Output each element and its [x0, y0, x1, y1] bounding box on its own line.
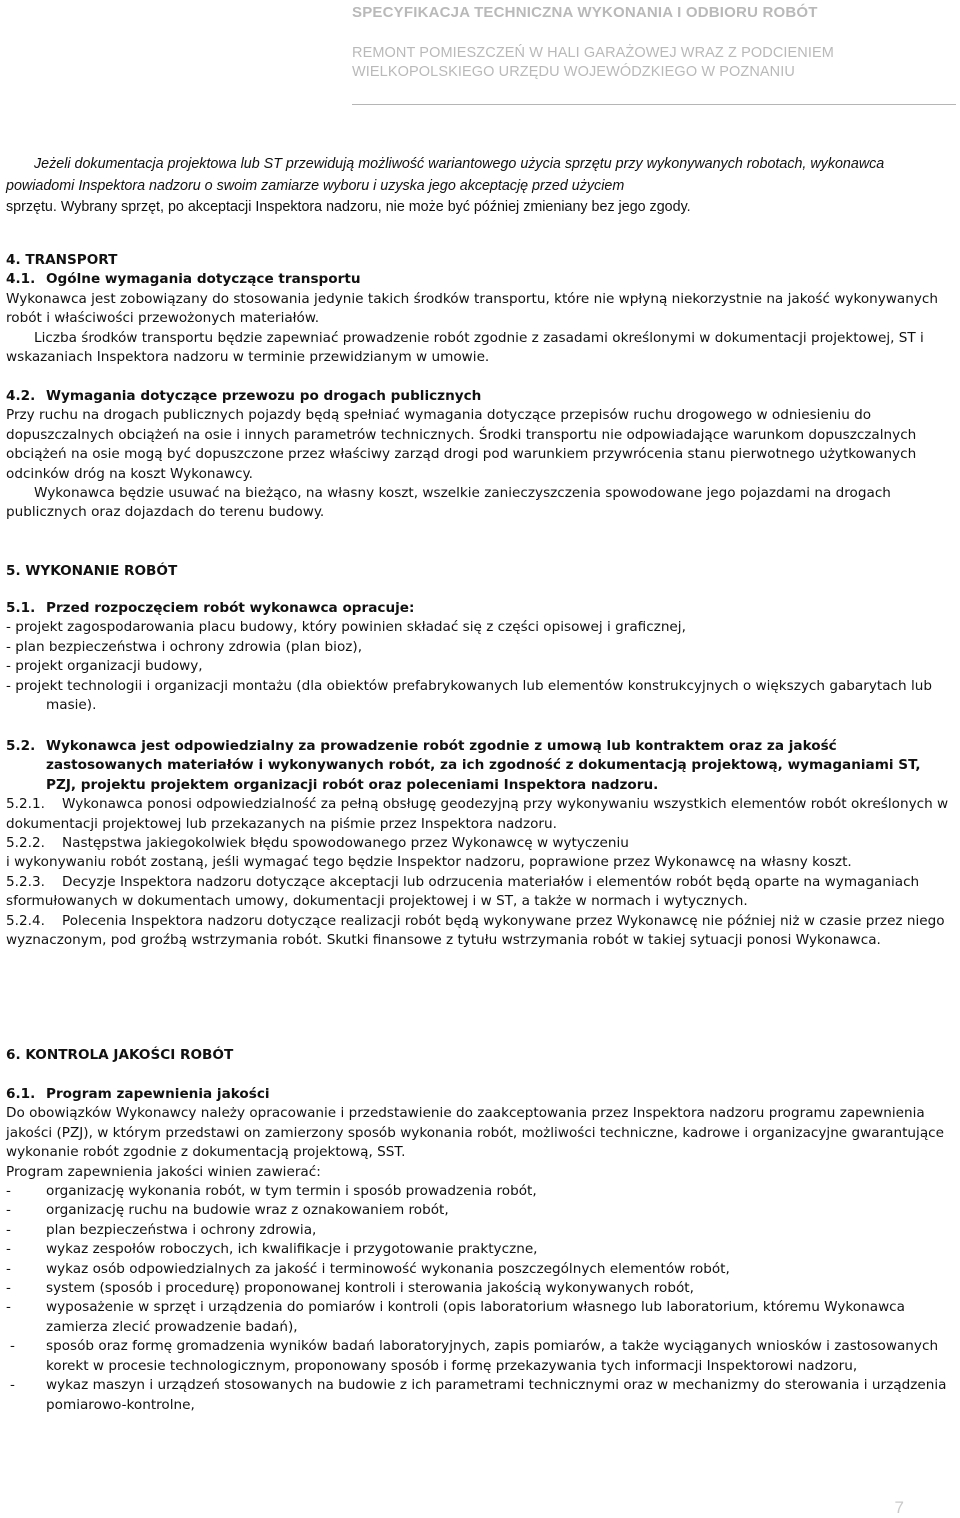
list-item: plan bezpieczeństwa i ochrony zdrowia,	[46, 1221, 317, 1238]
running-header	[352, 4, 952, 82]
section-5-2-3-number: 5.2.3.	[6, 873, 45, 890]
page-number: 7	[894, 1498, 904, 1517]
section-5-1-item-3: - projekt organizacji budowy,	[6, 658, 203, 675]
section-6	[6, 1046, 952, 1065]
section-5-1-item-1: - projekt zagospodarowania placu budowy, który powinien składać się z części opisowej i graficznej,	[6, 619, 686, 636]
list-item: wykaz zespołów roboczych, ich kwalifikacje i przygotowanie praktyczne,	[46, 1241, 538, 1258]
list-item: organizację wykonania robót, w tym termin i sposób prowadzenia robót,	[46, 1183, 537, 1200]
list-dash: -	[6, 1183, 11, 1200]
section-4-2-title: Wymagania dotyczące przewozu po drogach publicznych	[46, 388, 482, 404]
intro-paragraph-2	[6, 197, 952, 219]
list-dash: -	[6, 1280, 11, 1297]
list-item: organizację ruchu na budowie wraz z oznakowaniem robót,	[46, 1202, 449, 1219]
section-5-2-4-number: 5.2.4.	[6, 912, 45, 929]
section-6-1-text-2: Program zapewnienia jakości winien zawierać:	[6, 1163, 321, 1180]
section-5-2-2-number: 5.2.2.	[6, 835, 45, 852]
section-5-1-colon: :	[409, 600, 415, 616]
section-4-2-text-2: Wykonawca będzie usuwać na bieżąco, na własny koszt, wszelkie zanieczyszczenia spowodowane jego pojazdami na drogach publicznych oraz dojazdach do terenu budowy.	[6, 485, 891, 521]
section-6-1-text-1: Do obowiązków Wykonawcy należy opracowanie i przedstawienie do zaakceptowania przez Inspektora nadzoru programu zapewnienia jakości (PZJ), w którym przedstawi on zamierzony sposób wykonania robót, możliwości techniczne, kadrowe i organizacyjne gwarantujące wykonanie robót zgodnie z dokumentacją projektową, SST.	[6, 1105, 944, 1161]
section-4-1-title: Ogólne wymagania dotyczące transportu	[46, 271, 361, 288]
header-rule	[352, 104, 956, 105]
section-5-2-2-text: Następstwa jakiegokolwiek błędu spowodowanego przez Wykonawcę w wytyczeniu	[62, 835, 629, 852]
section-5-2-para	[6, 737, 952, 795]
section-5-2-3-text: Decyzje Inspektora nadzoru dotyczące akceptacji lub odrzucenia materiałów i elementów robót będą oparte na wymaganiach sformułowanych w dokumentach umowy, dokumentacji projektowej i w ST, a także w normach i wytycznych.	[6, 873, 920, 910]
list-item: system (sposób i procedurę) proponowanej kontroli i sterowania jakością wykonywanych robót,	[46, 1280, 694, 1297]
list-dash: -	[6, 1241, 11, 1258]
section-5-2	[6, 737, 952, 950]
list-dash: -	[6, 1202, 11, 1219]
section-5-1-title: Przed rozpoczęciem robót wykonawca opracuje	[46, 600, 410, 616]
header-title: SPECYFIKACJA TECHNICZNA WYKONANIA I ODBIORU ROBÓT	[352, 4, 818, 21]
section-5-2-2-text-2: i wykonywaniu robót zostaną, jeśli wymagać tego będzie Inspektor nadzoru, poprawione przez Wykonawcę na własny koszt.	[6, 854, 852, 871]
section-5-1	[6, 599, 952, 715]
header-line-1: REMONT POMIESZCZEŃ W HALI GARAŻOWEJ WRAZ Z PODCIENIEM	[352, 45, 834, 61]
intro-paragraph	[6, 154, 952, 197]
list-item: sposób oraz formę gromadzenia wyników badań laboratoryjnych, zapis pomiarów, a także wyciąganych wniosków i zastosowanych korekt w procesie technologicznym, proponowany sposób i formę przekazywania tych informacji Inspektorowi nadzoru,	[46, 1338, 939, 1374]
section-5-heading: 5. WYKONANIE ROBÓT	[6, 563, 178, 579]
list-dash: -	[10, 1338, 15, 1355]
section-6-heading: 6. KONTROLA JAKOŚCI ROBÓT	[6, 1047, 234, 1063]
section-5-2-title: Wykonawca jest odpowiedzialny za prowadzenie robót zgodnie z umową lub kontraktem oraz za jakość zastosowanych materiałów i wykonywanych robót, za ich zgodność z dokumentacją projektową, wymaganiami ST, PZJ, projektu projektem organizacji robót oraz poleceniami Inspektora nadzoru.	[46, 738, 921, 793]
section-4-2	[6, 387, 952, 523]
section-5-2-number: 5.2.	[6, 738, 36, 754]
intro-text-1: Jeżeli dokumentacja projektowa lub ST przewidują możliwość wariantowego użycia sprzętu przy wykonywanych robotach, wykonawca powiadomi Inspektora nadzoru o swoim zamiarze wyboru i uzyska jego akceptację przed użyciem	[6, 156, 885, 194]
header-line-2: WIELKOPOLSKIEGO URZĘDU WOJEWÓDZKIEGO W POZNANIU	[352, 64, 795, 80]
section-4	[6, 251, 952, 367]
list-item: wykaz maszyn i urządzeń stosowanych na budowie z ich parametrami technicznymi oraz w mechanizmy do sterowania i urządzenia pomiarowo-kontrolne,	[46, 1377, 947, 1413]
list-dash: -	[6, 1299, 11, 1316]
header-subtitle	[352, 44, 952, 82]
section-6-1	[6, 1085, 952, 1415]
section-6-1-list	[6, 1182, 952, 1415]
section-5-2-4-text: Polecenia Inspektora nadzoru dotyczące realizacji robót będą wykonywane przez Wykonawcę nie później niż w czasie przez niego wyznaczonym, pod groźbą wstrzymania robót. Skutki finansowe z tytułu wstrzymania robót w takiej sytuacji ponosi Wykonawca.	[6, 912, 945, 949]
section-5-1-item-4: - projekt technologii i organizacji montażu (dla obiektów prefabrykowanych lub elementów konstrukcyjnych o większych gabarytach lub masie).	[6, 677, 932, 714]
section-6-1-number: 6.1.	[6, 1086, 36, 1102]
list-item: wyposażenie w sprzęt i urządzenia do pomiarów i kontroli (opis laboratorium własnego lub laboratorium, któremu Wykonawca zamierza zlecić prowadzenie badań),	[46, 1299, 905, 1335]
section-6-1-title: Program zapewnienia jakości	[46, 1086, 270, 1102]
section-5	[6, 562, 952, 581]
list-item: wykaz osób odpowiedzialnych za jakość i terminowość wykonania poszczególnych elementów robót,	[46, 1260, 730, 1277]
section-4-heading: 4. TRANSPORT	[6, 252, 118, 268]
section-4-1-text-1: Wykonawca jest zobowiązany do stosowania jedynie takich środków transportu, które nie wpłyną niekorzystnie na jakość wykonywanych robót i właściwości przewożonych materiałów.	[6, 290, 939, 327]
list-dash: -	[10, 1377, 15, 1394]
section-5-2-1-text: Wykonawca ponosi odpowiedzialność za pełną obsługę geodezyjną przy wykonywaniu wszystkich elementów robót określonych w dokumentacji projektowej lub przekazanych na piśmie przez Inspektora nadzoru.	[6, 796, 949, 832]
list-dash: -	[6, 1260, 11, 1277]
section-4-2-text-1: Przy ruchu na drogach publicznych pojazdy będą spełniać wymagania dotyczące przepisów ruchu drogowego w odniesieniu do dopuszczalnych obciążeń na osie i innych parametrów technicznych. Środki transportu nie odpowiadające warunkom dopuszczalnych obciążeń na osie mogą być dopuszczone przez właściwy zarząd drogi pod warunkiem przywrócenia stanu pierwotnego użytkowanych odcinków dróg na koszt Wykonawcy.	[6, 407, 917, 482]
section-4-1-number: 4.1.	[6, 271, 36, 288]
intro-text-2: sprzętu. Wybrany sprzęt, po akceptacji Inspektora nadzoru, nie może być później zmieniany bez jego zgody.	[6, 199, 691, 215]
list-dash: -	[6, 1221, 11, 1238]
section-4-2-number: 4.2.	[6, 388, 36, 404]
section-5-2-1-number: 5.2.1.	[6, 796, 45, 813]
section-5-1-number: 5.1.	[6, 600, 36, 616]
section-5-1-item-2: - plan bezpieczeństwa i ochrony zdrowia (plan bioz),	[6, 638, 363, 655]
section-4-1-text-2: Liczba środków transportu będzie zapewniać prowadzenie robót zgodnie z zasadami określonymi w dokumentacji projektowej, ST i wskazaniach Inspektora nadzoru w terminie przewidzianym w umowie.	[6, 329, 924, 366]
